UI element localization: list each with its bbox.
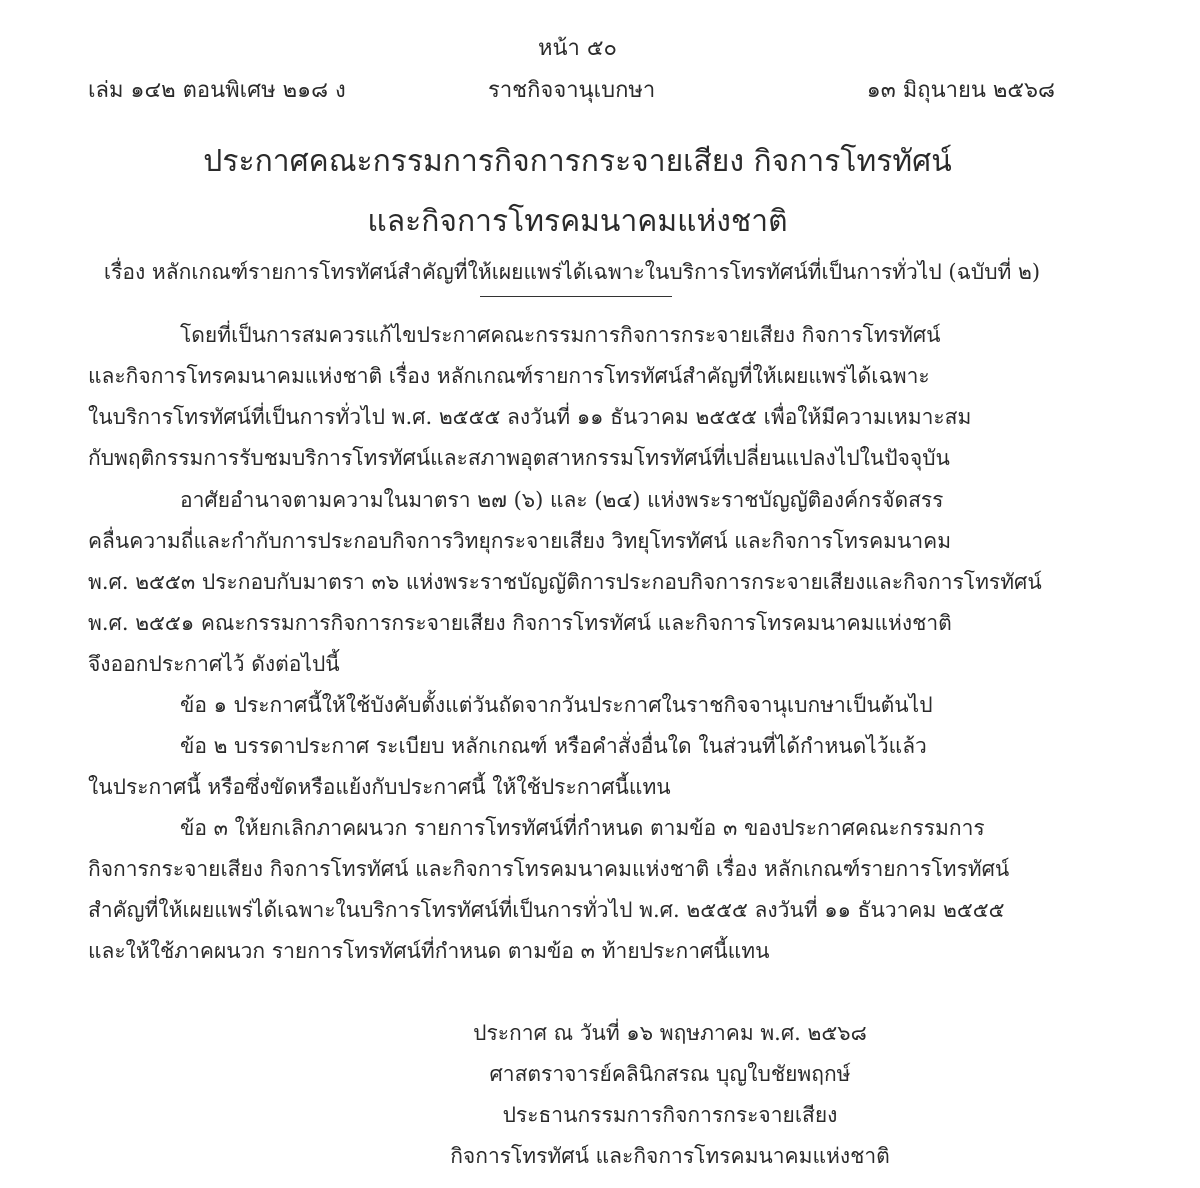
- volume-issue: เล่ม ๑๔๒ ตอนพิเศษ ๒๑๘ ง: [88, 78, 346, 103]
- paragraph-rationale: [88, 315, 1088, 479]
- announcement-date: ประกาศ ณ วันที่ ๑๖ พฤษภาคม พ.ศ. ๒๕๖๘: [473, 1021, 867, 1045]
- signatory-position-cont: กิจการโทรทัศน์ และกิจการโทรคมนาคมแห่งชาติ: [450, 1144, 890, 1168]
- text-line: สำคัญที่ให้เผยแพร่ได้เฉพาะในบริการโทรทัศน์ที่เป็นการทั่วไป พ.ศ. ๒๕๕๕ ลงวันที่ ๑๑ ธันวาคม ๒๕๕๕: [88, 898, 1005, 922]
- gazette-name: ราชกิจจานุเบกษา: [488, 78, 656, 103]
- page-number: หน้า ๕๐: [538, 36, 617, 61]
- text-line: อาศัยอำนาจตามความในมาตรา ๒๗ (๖) และ (๒๔) แห่งพระราชบัญญัติองค์กรจัดสรร: [180, 488, 944, 512]
- text-line: ข้อ ๑ ประกาศนี้ให้ใช้บังคับตั้งแต่วันถัดจากวันประกาศในราชกิจจานุเบกษาเป็นต้นไป: [180, 693, 933, 717]
- title-divider: [480, 296, 672, 297]
- text-line: ข้อ ๓ ให้ยกเลิกภาคผนวก รายการโทรทัศน์ที่กำหนด ตามข้อ ๓ ของประกาศคณะกรรมการ: [180, 816, 985, 840]
- text-line: พ.ศ. ๒๕๕๑ คณะกรรมการกิจการกระจายเสียง กิจการโทรทัศน์ และกิจการโทรคมนาคมแห่งชาติ: [88, 611, 952, 635]
- text-line: และกิจการโทรคมนาคมแห่งชาติ เรื่อง หลักเกณฑ์รายการโทรทัศน์สำคัญที่ให้เผยแพร่ได้เฉพาะ: [88, 364, 930, 388]
- text-line: ในบริการโทรทัศน์ที่เป็นการทั่วไป พ.ศ. ๒๕๕๕ ลงวันที่ ๑๑ ธันวาคม ๒๕๕๕ เพื่อให้มีความเหมาะสม: [88, 405, 972, 429]
- text-line: จึงออกประกาศไว้ ดังต่อไปนี้: [88, 652, 340, 676]
- clause-2: [88, 726, 1088, 808]
- signatory-name: ศาสตราจารย์คลินิกสรณ บุญใบชัยพฤกษ์: [489, 1062, 851, 1086]
- publication-date: ๑๓ มิถุนายน ๒๕๖๘: [866, 78, 1055, 103]
- text-line: โดยที่เป็นการสมควรแก้ไขประกาศคณะกรรมการกิจการกระจายเสียง กิจการโทรทัศน์: [180, 323, 941, 347]
- text-line: ข้อ ๒ บรรดาประกาศ ระเบียบ หลักเกณฑ์ หรือคำสั่งอื่นใด ในส่วนที่ได้กำหนดไว้แล้ว: [180, 734, 927, 758]
- text-line: กับพฤติกรรมการรับชมบริการโทรทัศน์และสภาพอุตสาหกรรมโทรทัศน์ที่เปลี่ยนแปลงไปในปัจจุบัน: [88, 446, 950, 470]
- paragraph-authority: [88, 480, 1088, 685]
- announcement-subject: เรื่อง หลักเกณฑ์รายการโทรทัศน์สำคัญที่ให้เผยแพร่ได้เฉพาะในบริการโทรทัศน์ที่เป็นการทั่วไป (ฉบับที่ ๒): [103, 260, 1041, 284]
- clause-1: [88, 685, 1088, 726]
- text-line: ในประกาศนี้ หรือซึ่งขัดหรือแย้งกับประกาศนี้ ให้ใช้ประกาศนี้แทน: [88, 775, 671, 799]
- announcement-title-line2: และกิจการโทรคมนาคมแห่งชาติ: [367, 204, 788, 239]
- text-line: พ.ศ. ๒๕๕๓ ประกอบกับมาตรา ๓๖ แห่งพระราชบัญญัติการประกอบกิจการกระจายเสียงและกิจการโทรทัศน์: [88, 570, 1042, 594]
- signatory-position: ประธานกรรมการกิจการกระจายเสียง: [502, 1103, 838, 1127]
- announcement-title-line1: ประกาศคณะกรรมการกิจการกระจายเสียง กิจการโทรทัศน์: [203, 144, 952, 179]
- text-line: คลื่นความถี่และกำกับการประกอบกิจการวิทยุกระจายเสียง วิทยุโทรทัศน์ และกิจการโทรคมนาคม: [88, 529, 952, 553]
- text-line: กิจการกระจายเสียง กิจการโทรทัศน์ และกิจการโทรคมนาคมแห่งชาติ เรื่อง หลักเกณฑ์รายการโทรทัศน์: [88, 857, 1010, 881]
- signature-block: [0, 1013, 1200, 1177]
- text-line: และให้ใช้ภาคผนวก รายการโทรทัศน์ที่กำหนด ตามข้อ ๓ ท้ายประกาศนี้แทน: [88, 939, 770, 963]
- clause-3: [88, 808, 1088, 972]
